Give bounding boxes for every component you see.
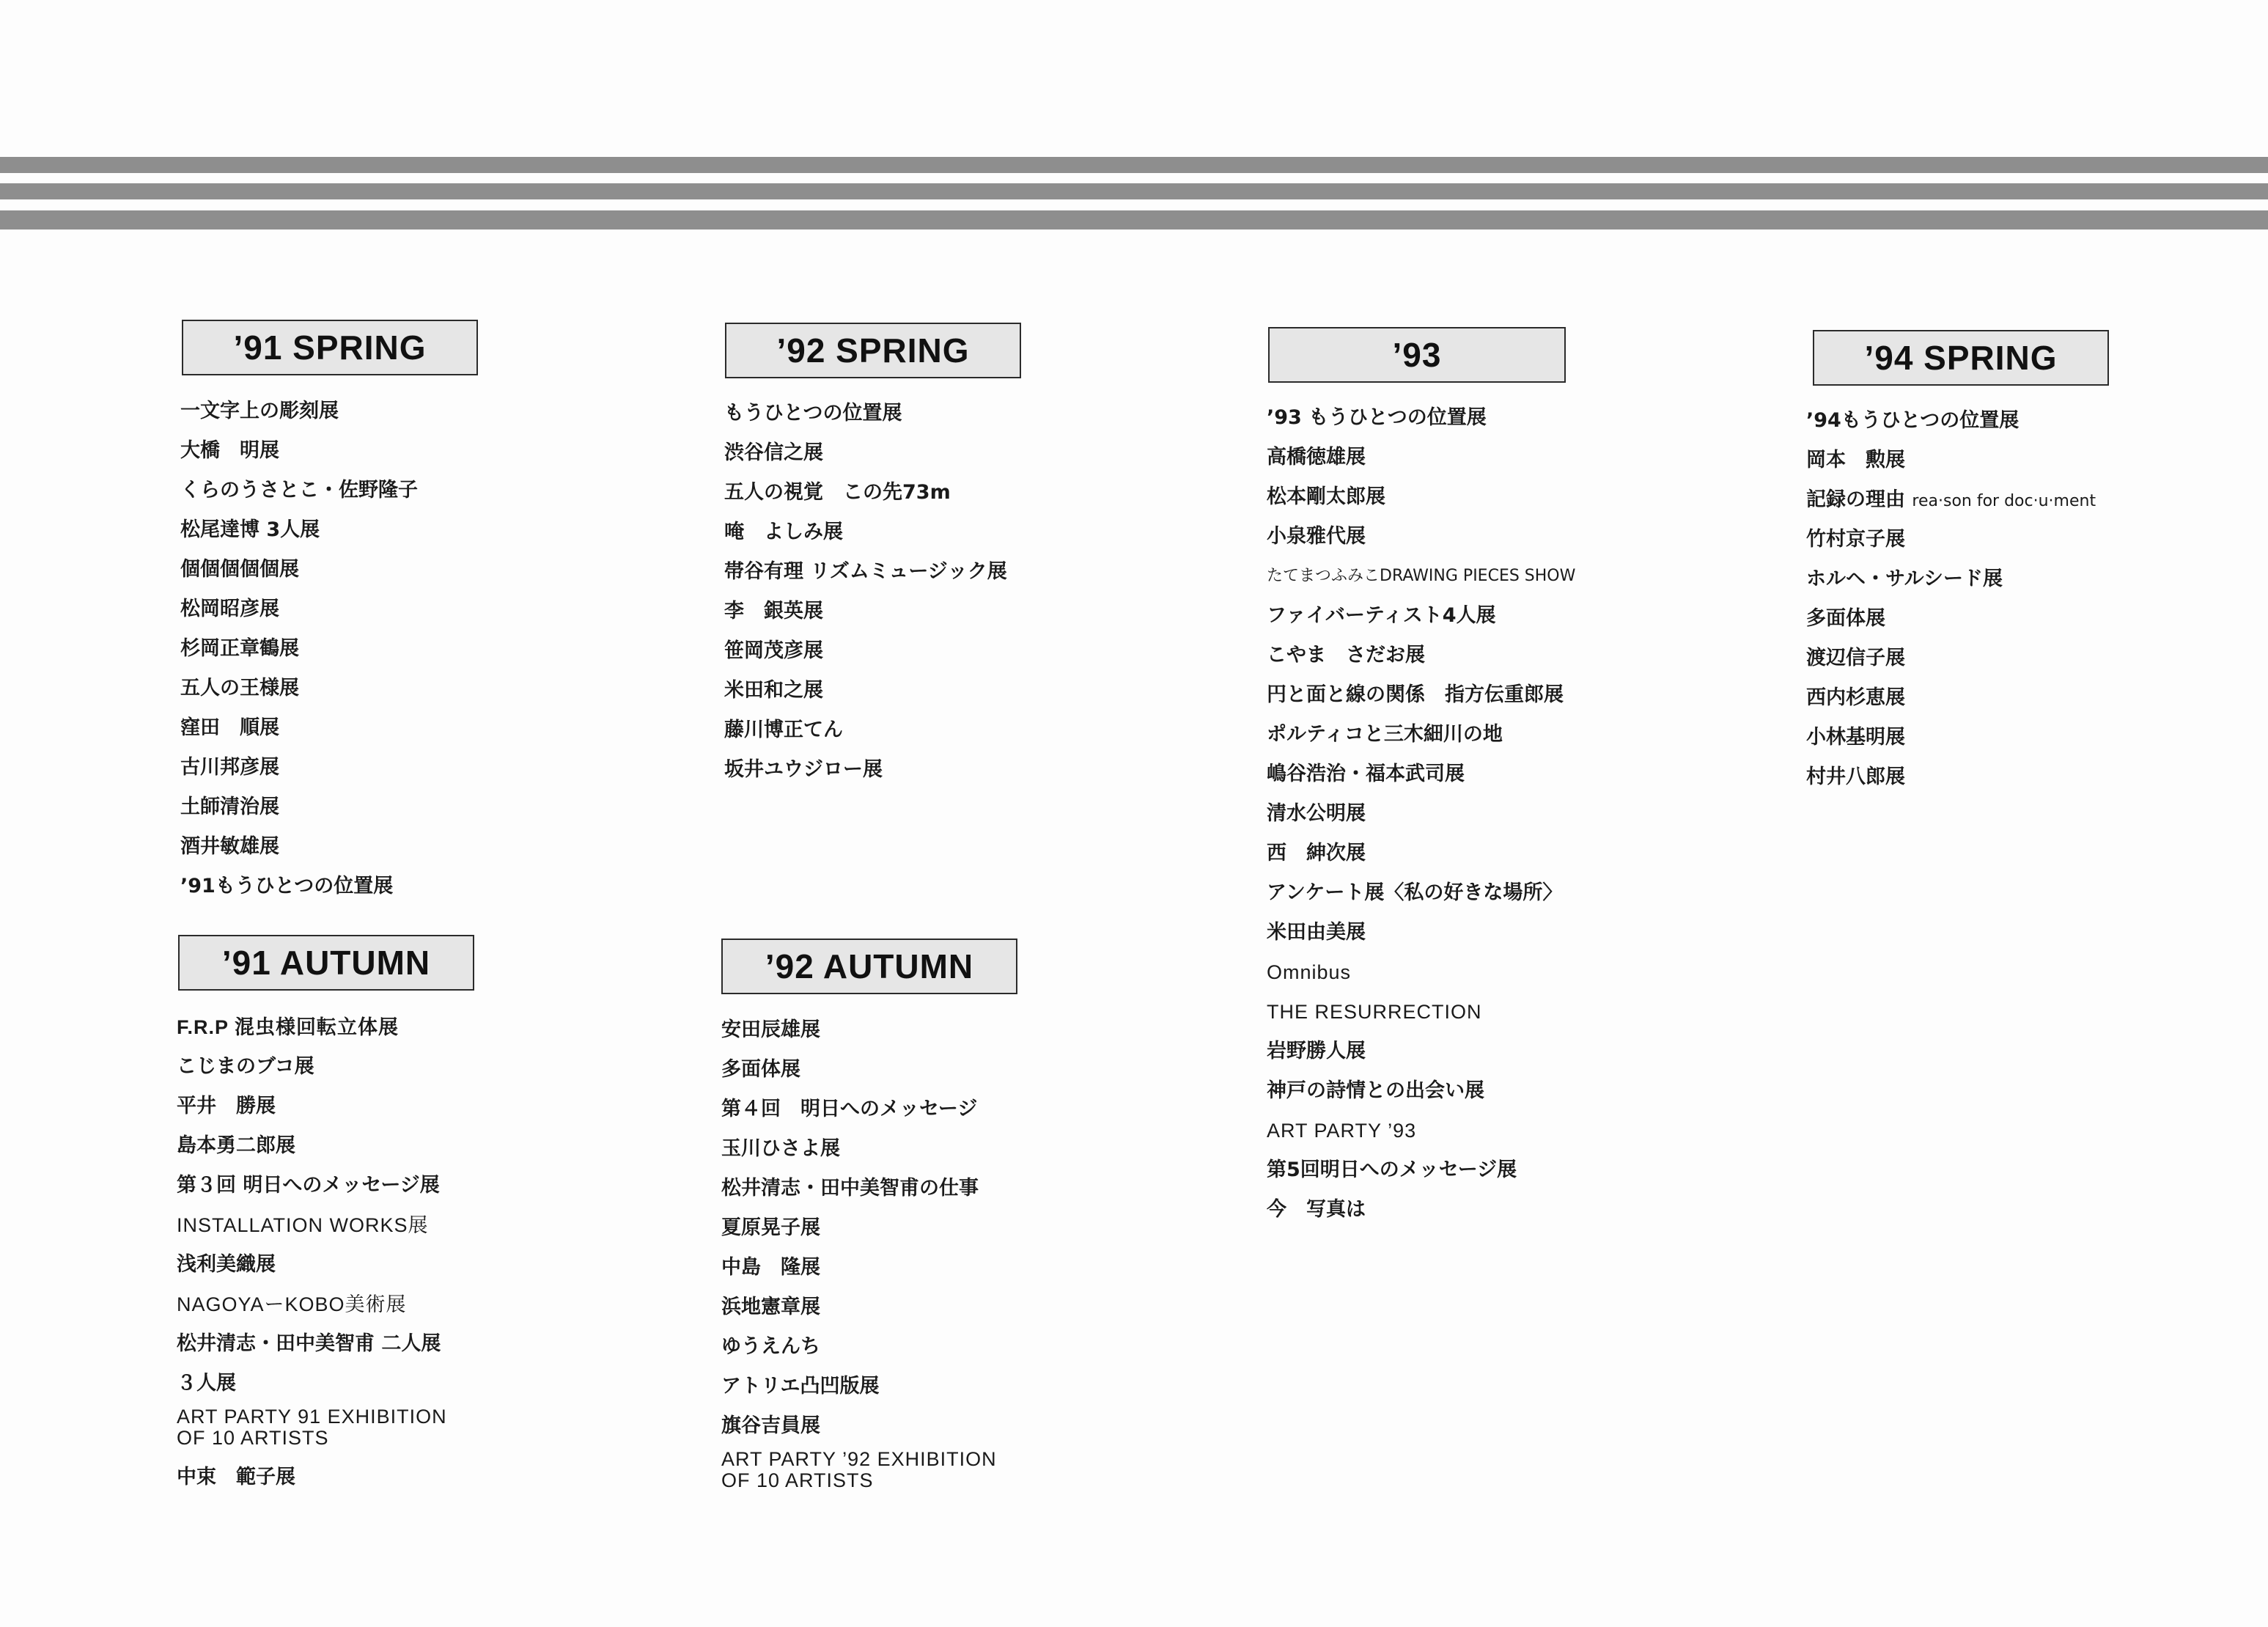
list-item: 杉岡正章鶴展 (180, 637, 299, 660)
list-item: アトリエ凸凹版展 (721, 1375, 880, 1398)
list-item: 島本勇二郎展 (177, 1134, 295, 1157)
exhibition-list-91-spring (180, 392, 418, 906)
list-item: 松井清志・田中美智甫の仕事 (721, 1177, 979, 1200)
list-item: 唵 よしみ展 (724, 521, 843, 543)
exhibition-list-91-autumn (177, 1007, 447, 1497)
list-item (1806, 480, 2096, 520)
list-item-subtitle: rea·son for doc·u·ment (1912, 492, 2096, 510)
list-item: くらのうさとこ・佐野隆子 (180, 479, 418, 502)
list-item: 夏原晃子展 (721, 1216, 820, 1239)
list-item: ART PARTY ’92 EXHIBITION OF 10 ARTISTS (721, 1448, 997, 1491)
list-item-text: 記録の理由 (1806, 488, 1905, 511)
list-item: 竹村京子展 (1806, 528, 1905, 551)
list-item: 嶋谷浩治・福本武司展 (1267, 763, 1465, 785)
list-item: Omnibus (1267, 961, 1352, 983)
list-item: 酒井敏雄展 (180, 835, 279, 858)
list-item: 帯谷有理 リズムミュージック展 (724, 560, 1007, 583)
exhibition-list-92-autumn (721, 1010, 997, 1500)
list-item: 藤川博正てん (724, 719, 843, 741)
list-item: こやま さだお展 (1267, 644, 1425, 666)
list-item: ART PARTY 91 EXHIBITION OF 10 ARTISTS (177, 1406, 447, 1449)
list-item: 岡本 勲展 (1806, 449, 1905, 471)
list-item: 五人の視覚 この先73m (724, 481, 951, 504)
exhibition-list-92-spring (724, 394, 1007, 790)
list-item: 中束 範子展 (177, 1466, 295, 1488)
list-item: 清水公明展 (1267, 802, 1366, 825)
list-item: 第5回明日へのメッセージ展 (1267, 1158, 1517, 1181)
list-item: 安田辰雄展 (721, 1018, 820, 1041)
list-item: 多面体展 (721, 1058, 800, 1081)
list-item: 第４回 明日へのメッセージ (721, 1098, 978, 1120)
stripe (0, 183, 2268, 199)
list-item: たてまつふみこDRAWING PIECES SHOW (1267, 567, 1576, 585)
list-item: 旗谷吉員展 (721, 1414, 820, 1437)
list-item: 円と面と線の関係 指方伝重郎展 (1267, 683, 1564, 706)
list-item: INSTALLATION WORKS展 (177, 1214, 429, 1236)
section-title-91-autumn: ’91 AUTUMN (178, 935, 474, 991)
list-item: 浜地憲章展 (721, 1296, 820, 1318)
list-item: 小泉雅代展 (1267, 525, 1366, 548)
list-item: 松井清志・田中美智甫 二人展 (177, 1332, 441, 1355)
list-item: NAGOYAーKOBO美術展 (177, 1293, 407, 1315)
section-title-93: ’93 (1268, 327, 1566, 383)
list-item: ホルヘ・サルシード展 (1806, 568, 2003, 590)
list-item: 浅利美織展 (177, 1253, 276, 1276)
list-item: 中島 隆展 (721, 1256, 820, 1279)
list-item: 笹岡茂彦展 (724, 639, 823, 662)
list-item: ゆうえんち (721, 1335, 820, 1358)
list-item: 小林基明展 (1806, 726, 1905, 749)
list-item: ３人展 (177, 1372, 236, 1395)
list-item: 渡辺信子展 (1806, 647, 1905, 669)
list-item: THE RESURRECTION (1267, 1001, 1482, 1023)
exhibition-list-94-spring (1806, 401, 2096, 797)
stripe (0, 210, 2268, 229)
list-item: 李 銀英展 (724, 600, 823, 622)
list-item: 第３回 明日へのメッセージ展 (177, 1174, 440, 1197)
list-item: ’91もうひとつの位置展 (180, 875, 394, 897)
list-item: 高橋徳雄展 (1267, 446, 1366, 469)
list-item: 米田和之展 (724, 679, 823, 702)
stripe (0, 157, 2268, 173)
section-title-94-spring: ’94 SPRING (1813, 330, 2109, 386)
section-title-92-spring: ’92 SPRING (725, 323, 1021, 378)
list-item: 五人の王様展 (180, 677, 299, 699)
list-item: もうひとつの位置展 (724, 402, 902, 425)
list-item: ART PARTY ’93 (1267, 1120, 1417, 1142)
list-item: 渋谷信之展 (724, 441, 823, 464)
list-item: 松本剛太郎展 (1267, 485, 1385, 508)
list-item: 一文字上の彫刻展 (180, 400, 339, 422)
list-item: F.R.P 混虫様回転立体展 (177, 1016, 400, 1038)
list-item: 岩野勝人展 (1267, 1040, 1366, 1062)
list-item: 今 写真は (1267, 1198, 1366, 1221)
list-item: こじまのブコ展 (177, 1055, 314, 1078)
list-item: アンケート展〈私の好きな場所〉 (1267, 881, 1563, 904)
list-item: 玉川ひさよ展 (721, 1137, 840, 1160)
list-item: 大橋 明展 (180, 439, 279, 462)
exhibition-list-93 (1267, 398, 1575, 1230)
list-item: 多面体展 (1806, 607, 1885, 630)
list-item: 村井八郎展 (1806, 765, 1905, 788)
list-item: 米田由美展 (1267, 921, 1366, 944)
list-item: ’93 もうひとつの位置展 (1267, 406, 1487, 429)
list-item: 坂井ユウジロー展 (724, 758, 883, 781)
list-item: 平井 勝展 (177, 1095, 276, 1117)
list-item: ’94もうひとつの位置展 (1806, 409, 2020, 432)
list-item: 松岡昭彦展 (180, 598, 279, 620)
list-item: 西内杉恵展 (1806, 686, 1905, 709)
list-item: 土師清治展 (180, 796, 279, 818)
header-stripes (0, 157, 2268, 234)
list-item: 松尾達博 3人展 (180, 518, 320, 541)
list-item: 古川邦彦展 (180, 756, 279, 779)
section-title-92-autumn: ’92 AUTUMN (721, 939, 1017, 994)
list-item: ファイバーティスト4人展 (1267, 604, 1496, 627)
list-item: 個個個個個展 (180, 558, 299, 581)
section-title-91-spring: ’91 SPRING (182, 320, 478, 375)
list-item: 神戸の詩情との出会い展 (1267, 1079, 1484, 1102)
list-item: 西 紳次展 (1267, 842, 1366, 864)
list-item: 窪田 順展 (180, 716, 279, 739)
list-item: ポルティコと三木細川の地 (1267, 723, 1503, 746)
